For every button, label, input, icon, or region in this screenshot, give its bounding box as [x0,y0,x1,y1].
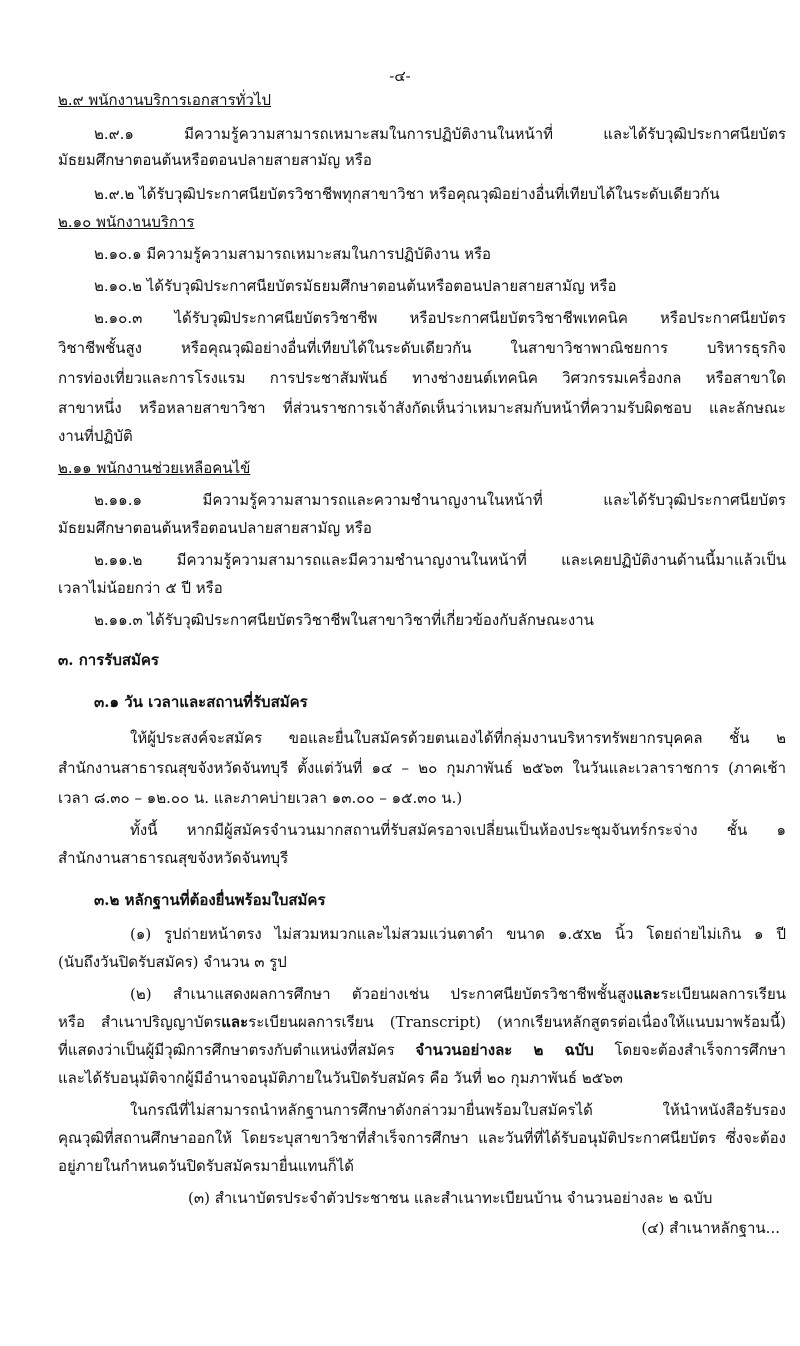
section-2-10-2: ๒.๑๐.๒ ได้รับวุฒิประกาศนียบัตรมัธยมศึกษาตอนต้นหรือตอนปลายสายสามัญ หรือ [94,277,617,295]
section-3-1-para1-line1: ให้ผู้ประสงค์จะสมัคร ขอและยื่นใบสมัครด้วยตนเองได้ที่กลุ่มงานบริหารทรัพยากรบุคคล ชั้น ๒ [130,729,786,747]
section-2-11-title: ๒.๑๑ พนักงานช่วยเหลือคนไข้ [58,459,251,477]
section-2-11-2-line1: ๒.๑๑.๒ มีความรู้ความสามารถและมีความชำนาญงานในหน้าที่ และเคยปฏิบัติงานด้านนี้มาแล้วเป็น [94,551,786,569]
section-3-title: ๓. การรับสมัคร [58,651,159,669]
section-3-1-para2-line2: สำนักงานสาธารณสุขจังหวัดจันทบุรี [58,849,289,867]
section-2-11-1-line1: ๒.๑๑.๑ มีความรู้ความสามารถและความชำนาญงานในหน้าที่ และได้รับวุฒิประกาศนียบัตร [94,491,786,509]
evidence-2-line1: (๒) สำเนาแสดงผลการศึกษา ตัวอย่างเช่น ประกาศนียบัตรวิชาชีพชั้นสูงและระเบียนผลการเรียน [130,985,786,1003]
evidence-3: (๓) สำเนาบัตรประจำตัวประชาชน และสำเนาทะเบียนบ้าน จำนวนอย่างละ ๒ ฉบับ [188,1189,713,1207]
section-2-10-3-line4: สาขาหนึ่ง หรือหลายสาขาวิชา ที่ส่วนราชการเจ้าสังกัดเห็นว่าเหมาะสมกับหน้าที่ความรับผิดชอบ และลักษณะ [58,399,786,417]
section-2-9-1-line2: มัธยมศึกษาตอนต้นหรือตอนปลายสายสามัญ หรือ [58,151,372,169]
evidence-2-line2: หรือ สำเนาปริญญาบัตรและระเบียนผลการเรียน (Transcript) (หากเรียนหลักสูตรต่อเนื่องให้แนบมาพร้อมนี้) [58,1013,786,1031]
section-3-2-title: ๓.๒ หลักฐานที่ต้องยื่นพร้อมใบสมัคร [94,891,326,909]
section-3-1-para1-line2: สำนักงานสาธารณสุขจังหวัดจันทบุรี ตั้งแต่วันที่ ๑๔ – ๒๐ กุมภาพันธ์ ๒๕๖๓ ในวันและเวลาราชการ (ภาคเช้า [58,759,786,777]
page-number: -๔- [389,67,411,85]
section-2-11-2-line2: เวลาไม่น้อยกว่า ๕ ปี หรือ [58,579,223,597]
evidence-1-line1: (๑) รูปถ่ายหน้าตรง ไม่สวมหมวกและไม่สวมแว่นตาดำ ขนาด ๑.๕x๒ นิ้ว โดยถ่ายไม่เกิน ๑ ปี [130,925,786,943]
section-2-10-3-line2: วิชาชีพชั้นสูง หรือคุณวุฒิอย่างอื่นที่เทียบได้ในระดับเดียวกัน ในสาขาวิชาพาณิชยการ บริหารธุรกิจ [58,339,786,357]
evidence-2-para2-line2: คุณวุฒิที่สถานศึกษาออกให้ โดยระบุสาขาวิชาที่สำเร็จการศึกษา และวันที่ที่ได้รับอนุมัติประกาศนียบัตร ซึ่งจะต้อง [58,1129,786,1147]
section-3-1-para2-line1: ทั้งนี้ หากมีผู้สมัครจำนวนมากสถานที่รับสมัครอาจเปลี่ยนเป็นห้องประชุมจันทร์กระจ่าง ชั้น ๑ [130,821,786,839]
section-2-9-title: ๒.๙ พนักงานบริการเอกสารทั่วไป [58,91,272,109]
section-2-9-2: ๒.๙.๒ ได้รับวุฒิประกาศนียบัตรวิชาชีพทุกสาขาวิชา หรือคุณวุฒิอย่างอื่นที่เทียบได้ในระดับเดียวกัน [94,185,720,203]
section-3-1-title: ๓.๑ วัน เวลาและสถานที่รับสมัคร [94,693,308,711]
section-2-9-1-line1: ๒.๙.๑ มีความรู้ความสามารถเหมาะสมในการปฏิบัติงานในหน้าที่ และได้รับวุฒิประกาศนียบัตร [94,125,786,143]
section-2-10-3-line3: การท่องเที่ยวและการโรงแรม การประชาสัมพันธ์ ทางช่างยนต์เทคนิค วิศวกรรมเครื่องกล หรือสาขาใด [58,369,786,387]
section-2-10-3-line5: งานที่ปฏิบัติ [58,427,133,445]
next-page-continuation: (๔) สำเนาหลักฐาน... [641,1219,780,1237]
section-2-11-3: ๒.๑๑.๓ ได้รับวุฒิประกาศนียบัตรวิชาชีพในสาขาวิชาที่เกี่ยวข้องกับลักษณะงาน [94,611,594,629]
section-2-10-1: ๒.๑๐.๑ มีความรู้ความสามารถเหมาะสมในการปฏิบัติงาน หรือ [94,245,492,263]
evidence-1-line2: (นับถึงวันปิดรับสมัคร) จำนวน ๓ รูป [58,953,287,971]
section-2-10-title: ๒.๑๐ พนักงานบริการ [58,213,195,231]
section-2-11-1-line2: มัธยมศึกษาตอนต้นหรือตอนปลายสายสามัญ หรือ [58,519,372,537]
evidence-2-line3: ที่แสดงว่าเป็นผู้มีวุฒิการศึกษาตรงกับตำแหน่งที่สมัคร จำนวนอย่างละ ๒ ฉบับ โดยจะต้องสำเร็จการศึกษา [58,1041,786,1059]
section-3-1-para1-line3: เวลา ๘.๓๐ – ๑๒.๐๐ น. และภาคบ่ายเวลา ๑๓.๐๐ – ๑๕.๓๐ น.) [58,789,463,807]
section-2-10-3-line1: ๒.๑๐.๓ ได้รับวุฒิประกาศนียบัตรวิชาชีพ หรือประกาศนียบัตรวิชาชีพเทคนิค หรือประกาศนียบัตร [94,309,786,327]
evidence-2-line4: และได้รับอนุมัติจากผู้มีอำนาจอนุมัติภายในวันปิดรับสมัคร คือ วันที่ ๒๐ กุมภาพันธ์ ๒๕๖๓ [58,1069,623,1087]
evidence-2-para2-line3: อยู่ภายในกำหนดวันปิดรับสมัครมายื่นแทนก็ได้ [58,1157,355,1175]
evidence-2-para2-line1: ในกรณีที่ไม่สามารถนำหลักฐานการศึกษาดังกล่าวมายื่นพร้อมใบสมัครได้ ให้นำหนังสือรับรอง [130,1101,786,1119]
